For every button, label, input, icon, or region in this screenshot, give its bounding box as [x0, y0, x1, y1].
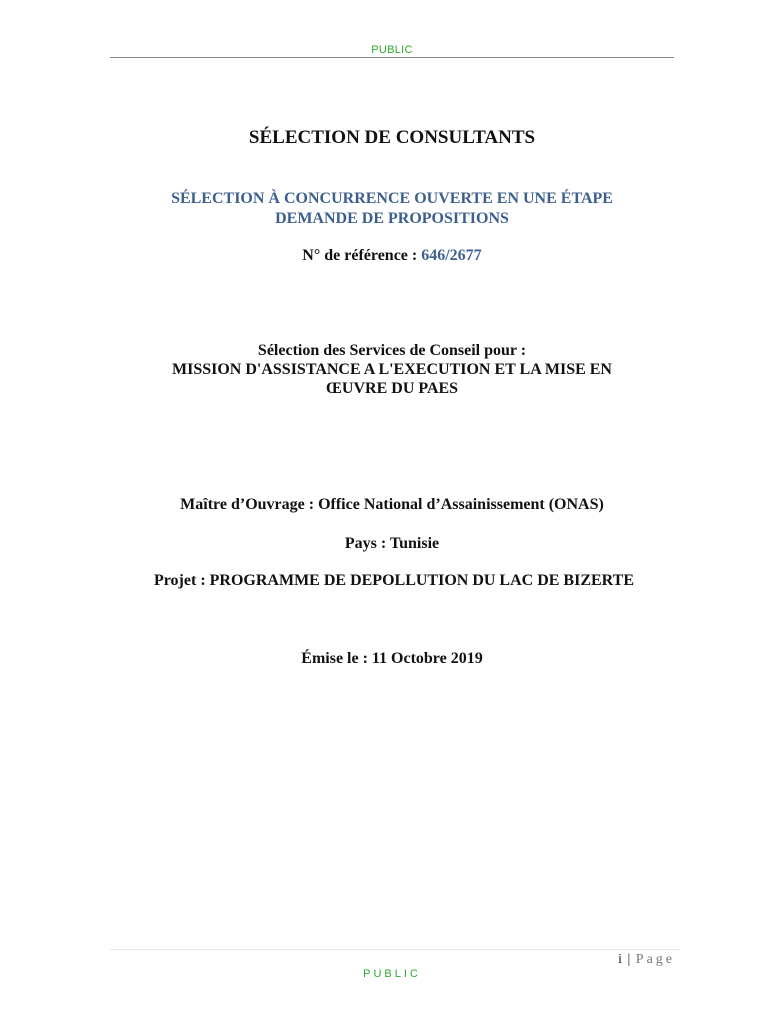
document-title: SÉLECTION DE CONSULTANTS [248, 127, 536, 148]
project-owner: Maître d’Ouvrage : Office National d’Assainissement (ONAS) [180, 496, 604, 513]
country: Pays : Tunisie [344, 535, 440, 552]
page-word: Page [635, 952, 675, 967]
header-classification: PUBLIC [371, 44, 413, 56]
mission-title-line1: MISSION D'ASSISTANCE A L'EXECUTION ET LA MISE EN [172, 361, 612, 378]
footer-classification: PUBLIC [363, 968, 421, 980]
issue-date: Émise le : 11 Octobre 2019 [301, 650, 483, 667]
page-number-value: i [618, 952, 622, 967]
selection-method: SÉLECTION À CONCURRENCE OUVERTE EN UNE ÉTAPE [171, 190, 613, 207]
project-name: Projet : PROGRAMME DE DEPOLLUTION DU LAC DE BIZERTE [153, 572, 635, 589]
mission-title-line2: ŒUVRE DU PAES [325, 380, 459, 397]
reference-line [110, 247, 674, 265]
reference-label: N° de référence : [302, 247, 422, 264]
page-separator: | [627, 952, 631, 967]
header-rule [110, 57, 674, 58]
request-type: DEMANDE DE PROPOSITIONS [275, 210, 509, 227]
page-number [618, 952, 675, 968]
services-intro: Sélection des Services de Conseil pour : [257, 342, 527, 359]
footer-rule [110, 949, 680, 950]
reference-value: 646/2677 [421, 247, 482, 264]
